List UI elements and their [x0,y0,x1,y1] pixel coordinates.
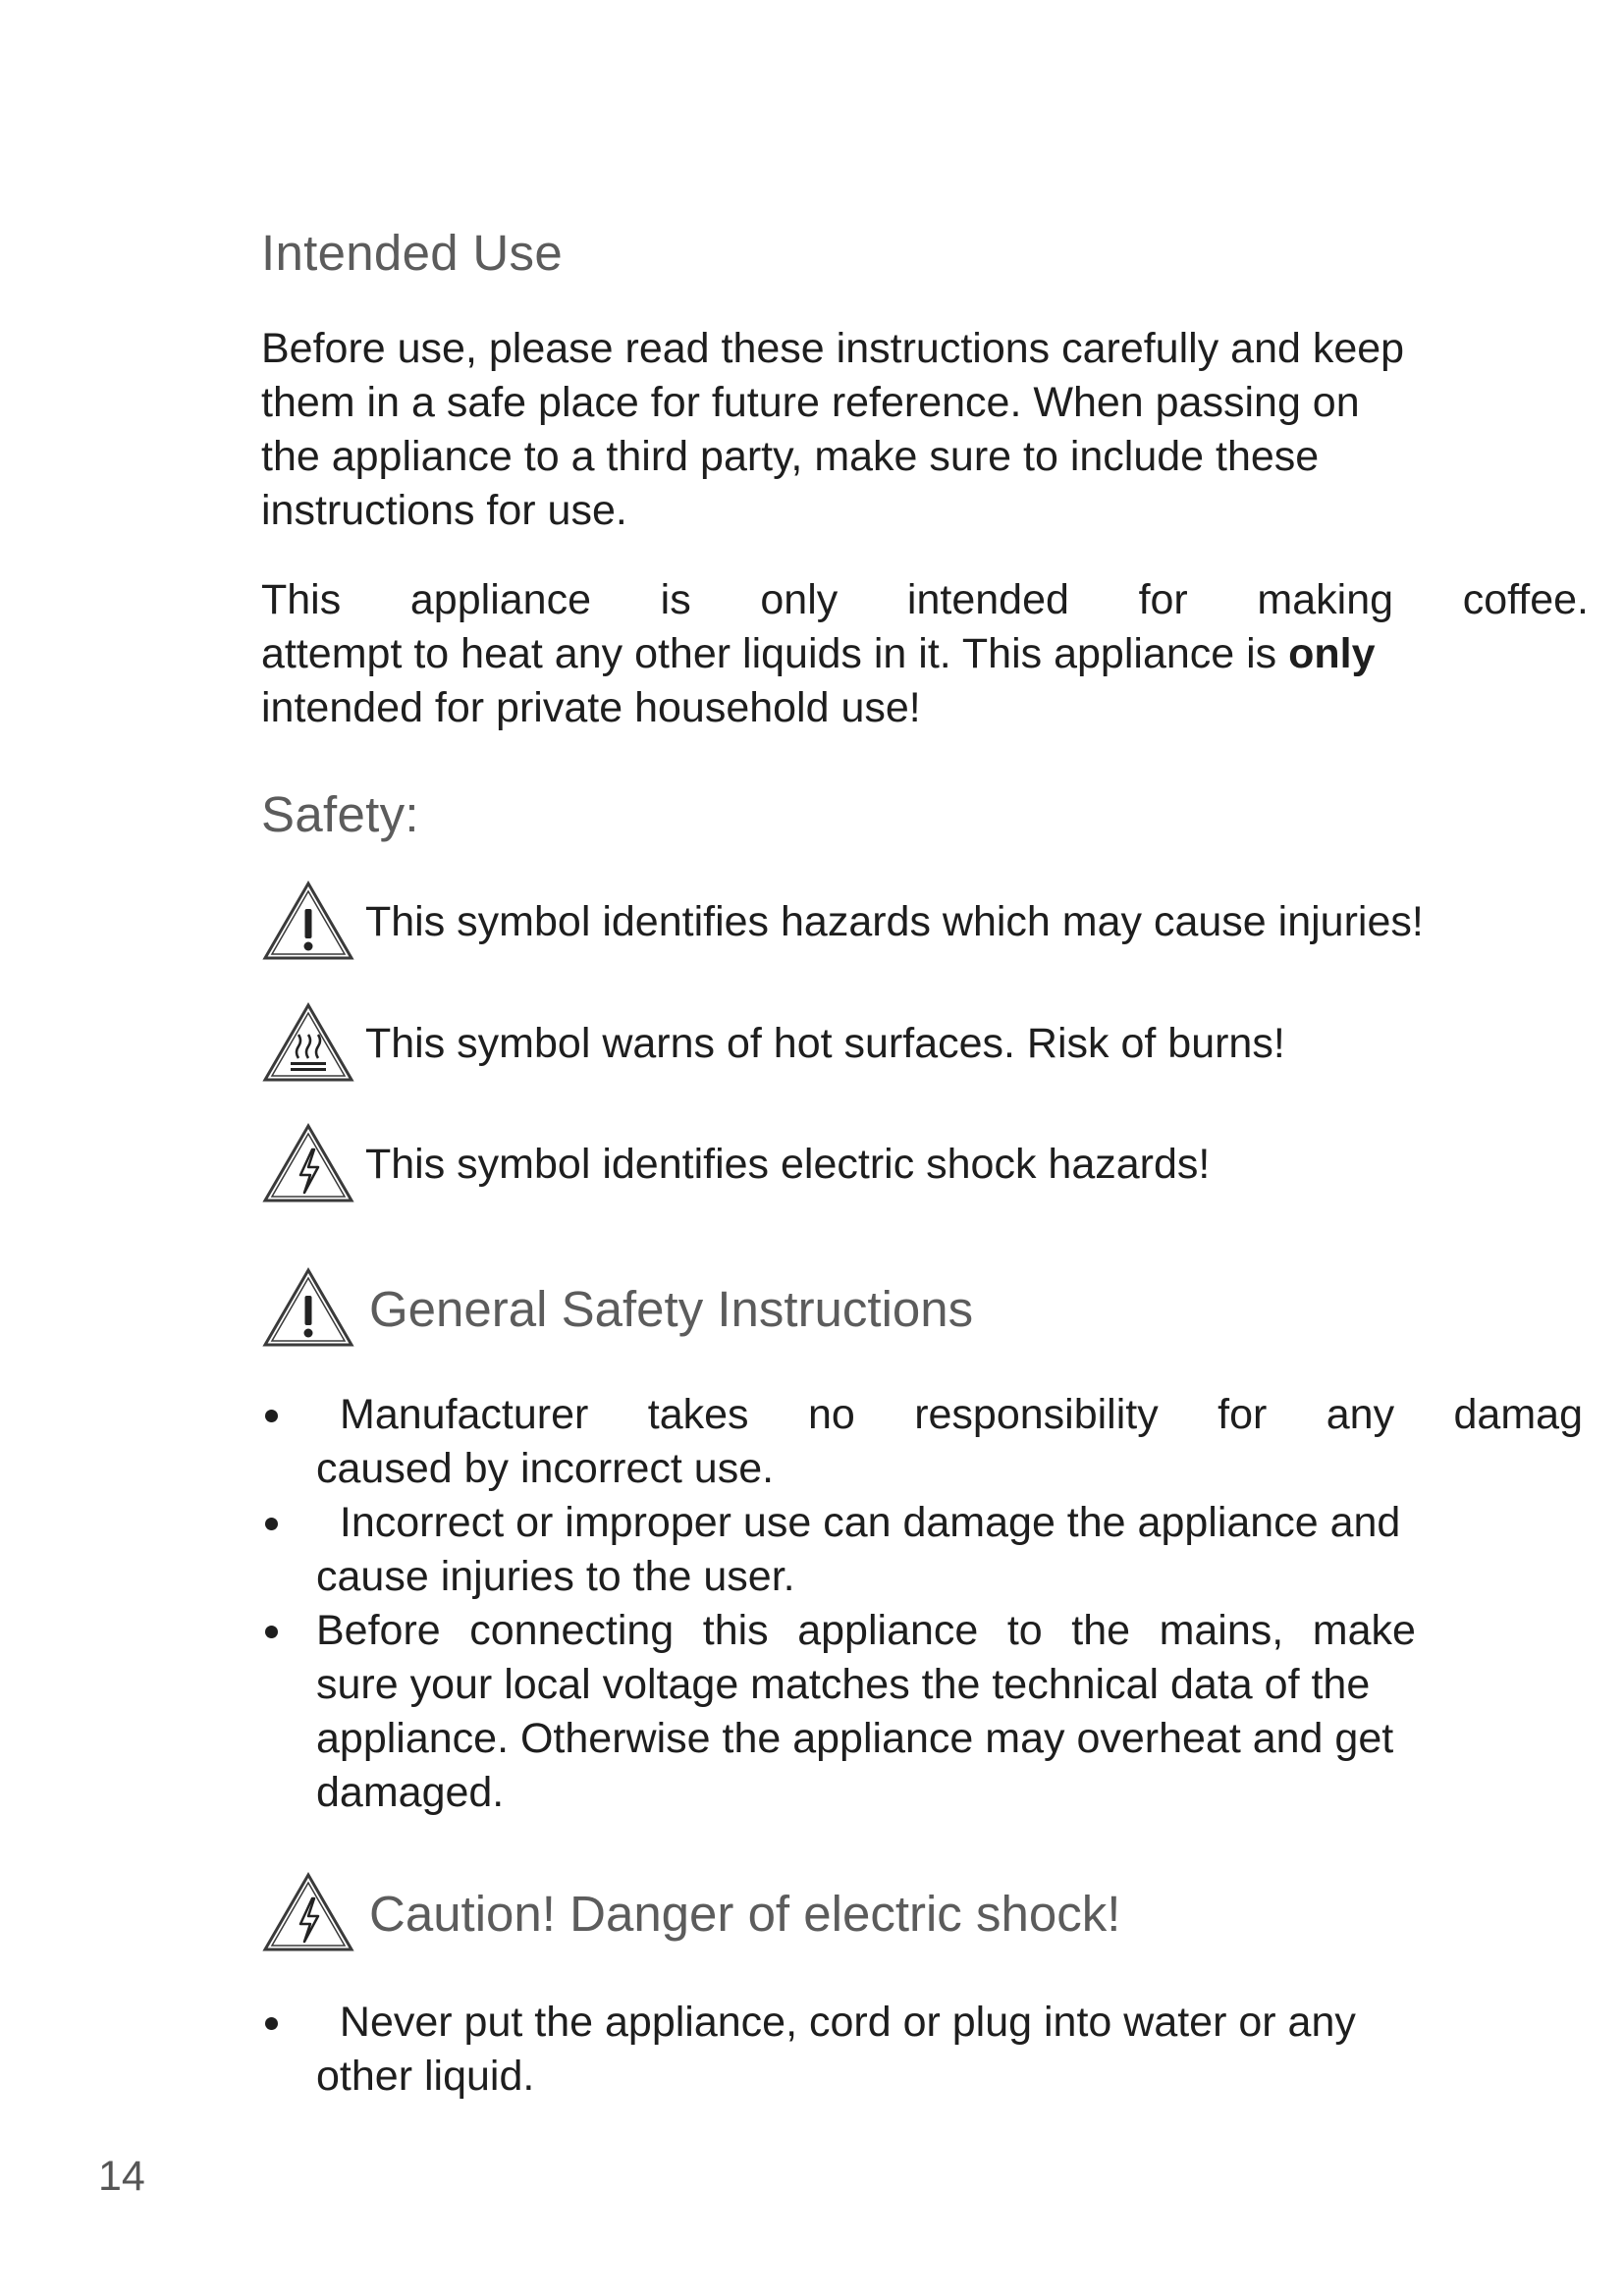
word: responsibility [914,1391,1159,1438]
list-item [261,1388,1583,1496]
list-item-line: caused by incorrect use. [316,1445,775,1492]
caution-list [261,1996,1356,2104]
word: Manufacturer [340,1391,589,1438]
list-item-line: damaged. [316,1769,505,1816]
general-safety-heading: General Safety Instructions [369,1280,974,1337]
word: takes [647,1391,749,1438]
word: to [1006,1607,1043,1654]
paragraph-text: attempt to heat any other liquids in it. This appliance is [261,630,1289,677]
paragraph-line: intended for private household use! [261,684,921,731]
word: make [1312,1607,1416,1654]
list-item-line: cause injuries to the user. [316,1553,795,1600]
word: making [1257,576,1394,623]
paragraph-line: the appliance to a third party, make sure to include these [261,433,1320,480]
word: any [1326,1391,1395,1438]
electric-shock-icon [261,1122,355,1206]
word: appliance [797,1607,979,1654]
list-item-line: appliance. Otherwise the appliance may overheat and get [316,1715,1394,1762]
paragraph-line: instructions for use. [261,487,627,534]
word: This [261,576,342,623]
symbol-row-hot-surface [261,1001,1285,1086]
word: connecting [469,1607,675,1654]
warning-exclamation-icon [261,1266,355,1351]
word: intended [906,576,1069,623]
word: the [1071,1607,1131,1654]
list-item-line: Never put the appliance, cord or plug into water or any [316,1999,1356,2046]
symbol-row-electric-shock [261,1122,1210,1206]
emphasis-only: only [1288,630,1376,677]
symbol-description: This symbol identifies electric shock hazards! [365,1140,1211,1188]
bullet-icon [265,2017,278,2030]
word: is [660,576,691,623]
paragraph-line: them in a safe place for future reference. When passing on [261,379,1360,426]
general-safety-heading-row [261,1266,973,1351]
general-safety-list [261,1388,1583,1820]
caution-heading-row [261,1871,1120,1955]
list-item-line: sure your local voltage matches the technical data of the [316,1661,1371,1708]
justified-line [316,1604,1416,1658]
bullet-icon [265,1410,278,1422]
warning-exclamation-icon [261,880,355,964]
word: damag [1453,1391,1583,1438]
list-item [261,1496,1583,1604]
electric-shock-icon [261,1871,355,1955]
bullet-icon [265,1518,278,1530]
word: this [702,1607,769,1654]
word: mains, [1159,1607,1284,1654]
word: for [1218,1391,1268,1438]
list-item [261,1604,1583,1820]
word: coffee. [1462,576,1589,623]
word: for [1138,576,1188,623]
list-item-line: Incorrect or improper use can damage the appliance and [316,1499,1401,1546]
symbol-row-injury [261,880,1424,964]
intended-use-heading: Intended Use [261,225,563,281]
paragraph-line [261,627,1589,681]
hot-surface-icon [261,1001,355,1086]
bullet-icon [265,1626,278,1638]
justified-line [261,1388,1583,1442]
list-item [261,1996,1356,2104]
page-number: 14 [98,2153,145,2200]
word: Before [316,1607,441,1654]
word: only [760,576,839,623]
intended-use-paragraph-1 [261,322,1404,538]
safety-heading: Safety: [261,786,419,842]
symbol-description: This symbol identifies hazards which may cause injuries! [365,897,1424,945]
list-item-line: other liquid. [316,2053,535,2100]
symbol-description: This symbol warns of hot surfaces. Risk of burns! [365,1019,1285,1067]
intended-use-paragraph-2 [261,573,1589,735]
paragraph-line: Before use, please read these instructions carefully and keep [261,325,1405,372]
caution-heading: Caution! Danger of electric shock! [369,1885,1121,1942]
justified-line [261,573,1589,627]
word: appliance [409,576,591,623]
word: no [807,1391,855,1438]
